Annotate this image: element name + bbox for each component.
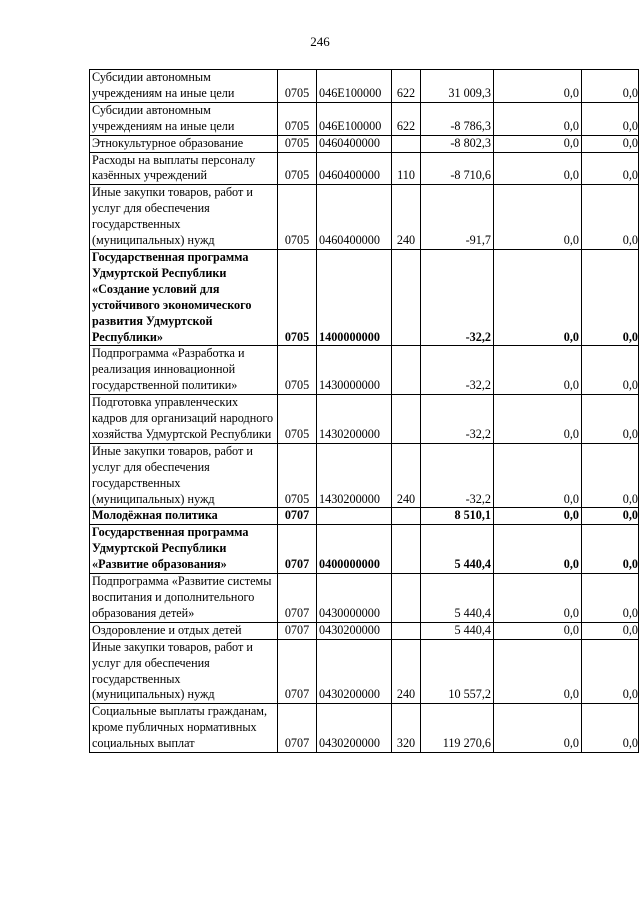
row-target-article: 0460400000 (317, 185, 392, 250)
row-expense-type (392, 525, 421, 574)
row-expense-type (392, 249, 421, 345)
row-section-code: 0705 (278, 185, 317, 250)
row-name-text: Иные закупки товаров, работ и услуг для обеспечения государственных (муниципальных) нужд (92, 185, 253, 248)
row-section-code: 0707 (278, 639, 317, 704)
row-name-text: Подготовка управленческих кадров для организаций народного хозяйства Удмуртской Республики (92, 395, 274, 441)
row-section-code: 0707 (278, 622, 317, 639)
row-section-code: 0707 (278, 704, 317, 753)
row-amount-3: 0,0 (582, 574, 639, 623)
row-name-text: Иные закупки товаров, работ и услуг для обеспечения государственных (муниципальных) нужд (92, 639, 253, 702)
table-row (90, 185, 639, 250)
row-amount-2: 0,0 (494, 443, 582, 508)
row-name (90, 704, 278, 753)
row-section-code: 0705 (278, 70, 317, 103)
row-name (90, 152, 278, 185)
row-amount-1: 5 440,4 (421, 525, 494, 574)
row-amount-2: 0,0 (494, 622, 582, 639)
row-expense-type (392, 622, 421, 639)
row-name (90, 525, 278, 574)
row-amount-1: -8 710,6 (421, 152, 494, 185)
row-expense-type (392, 135, 421, 152)
row-name (90, 102, 278, 135)
row-target-article: 0460400000 (317, 135, 392, 152)
row-amount-1: 31 009,3 (421, 70, 494, 103)
row-expense-type: 622 (392, 102, 421, 135)
row-amount-2: 0,0 (494, 704, 582, 753)
row-section-code: 0707 (278, 508, 317, 525)
row-name-text: Социальные выплаты гражданам, кроме публичных нормативных социальных выплат (92, 704, 268, 751)
row-amount-2: 0,0 (494, 70, 582, 103)
row-name (90, 135, 278, 152)
row-name-text: Этнокультурное образование (92, 135, 244, 150)
row-expense-type: 320 (392, 704, 421, 753)
row-amount-2: 0,0 (494, 639, 582, 704)
row-name-text: Субсидии автономным учреждениям на иные цели (92, 70, 235, 100)
row-target-article: 1430200000 (317, 395, 392, 444)
row-amount-1: -32,2 (421, 395, 494, 444)
table-row (90, 152, 639, 185)
row-target-article: 0430200000 (317, 704, 392, 753)
row-expense-type: 622 (392, 70, 421, 103)
row-name (90, 249, 278, 345)
row-name-text: Субсидии автономным учреждениям на иные цели (92, 102, 235, 133)
table-row (90, 395, 639, 444)
row-target-article: 0430000000 (317, 574, 392, 623)
table-row (90, 249, 639, 345)
row-amount-1: -8 786,3 (421, 102, 494, 135)
row-amount-3: 0,0 (582, 185, 639, 250)
row-target-article: 046E100000 (317, 70, 392, 103)
row-amount-2: 0,0 (494, 152, 582, 185)
row-section-code: 0705 (278, 443, 317, 508)
row-name (90, 622, 278, 639)
row-expense-type (392, 346, 421, 395)
table-row (90, 508, 639, 525)
row-name-text: Иные закупки товаров, работ и услуг для обеспечения государственных (муниципальных) нужд (92, 443, 253, 506)
budget-table (89, 69, 639, 753)
table-row (90, 525, 639, 574)
row-amount-3: 0,0 (582, 525, 639, 574)
row-name-text: Молодёжная политика (92, 508, 218, 523)
row-amount-3: 0,0 (582, 395, 639, 444)
row-target-article: 1430000000 (317, 346, 392, 395)
page-number: 246 (310, 34, 330, 49)
table-row (90, 639, 639, 704)
table-row (90, 622, 639, 639)
row-name-text: Государственная программа Удмуртской Республики «Создание условий для устойчивого экономического развития Удмуртской Республики» (92, 249, 252, 344)
row-name (90, 443, 278, 508)
table-row (90, 443, 639, 508)
row-name (90, 185, 278, 250)
row-amount-3: 0,0 (582, 508, 639, 525)
row-section-code: 0707 (278, 574, 317, 623)
row-amount-2: 0,0 (494, 508, 582, 525)
row-section-code: 0705 (278, 249, 317, 345)
row-amount-2: 0,0 (494, 346, 582, 395)
row-name (90, 346, 278, 395)
row-section-code: 0705 (278, 102, 317, 135)
row-target-article: 0430200000 (317, 639, 392, 704)
row-name (90, 395, 278, 444)
row-target-article: 0430200000 (317, 622, 392, 639)
row-target-article: 046E100000 (317, 102, 392, 135)
table-row (90, 135, 639, 152)
row-amount-1: 5 440,4 (421, 622, 494, 639)
row-expense-type: 240 (392, 443, 421, 508)
row-name (90, 508, 278, 525)
row-amount-2: 0,0 (494, 249, 582, 345)
row-amount-3: 0,0 (582, 704, 639, 753)
row-name (90, 639, 278, 704)
row-target-article: 0460400000 (317, 152, 392, 185)
row-amount-3: 0,0 (582, 70, 639, 103)
row-amount-2: 0,0 (494, 135, 582, 152)
row-name (90, 70, 278, 103)
row-amount-2: 0,0 (494, 185, 582, 250)
row-amount-2: 0,0 (494, 525, 582, 574)
row-expense-type: 240 (392, 639, 421, 704)
row-amount-1: -8 802,3 (421, 135, 494, 152)
table-row (90, 70, 639, 103)
row-section-code: 0705 (278, 346, 317, 395)
budget-table-body (90, 70, 639, 753)
row-section-code: 0705 (278, 395, 317, 444)
row-amount-3: 0,0 (582, 135, 639, 152)
row-name-text: Подпрограмма «Развитие системы воспитания и дополнительного образования детей» (92, 574, 272, 620)
row-target-article: 1430200000 (317, 443, 392, 508)
row-amount-1: -32,2 (421, 346, 494, 395)
row-amount-3: 0,0 (582, 102, 639, 135)
row-amount-1: 10 557,2 (421, 639, 494, 704)
table-row (90, 704, 639, 753)
row-name-text: Расходы на выплаты персоналу казённых учреждений (92, 152, 256, 183)
row-amount-3: 0,0 (582, 443, 639, 508)
row-amount-3: 0,0 (582, 152, 639, 185)
row-target-article (317, 508, 392, 525)
row-amount-2: 0,0 (494, 102, 582, 135)
row-section-code: 0705 (278, 135, 317, 152)
row-target-article: 0400000000 (317, 525, 392, 574)
row-expense-type (392, 574, 421, 623)
row-amount-1: 8 510,1 (421, 508, 494, 525)
row-amount-1: -91,7 (421, 185, 494, 250)
row-expense-type: 110 (392, 152, 421, 185)
row-amount-1: 5 440,4 (421, 574, 494, 623)
table-row (90, 346, 639, 395)
row-section-code: 0705 (278, 152, 317, 185)
row-amount-1: -32,2 (421, 249, 494, 345)
row-name-text: Оздоровление и отдых детей (92, 622, 242, 637)
row-amount-2: 0,0 (494, 574, 582, 623)
row-expense-type: 240 (392, 185, 421, 250)
row-amount-3: 0,0 (582, 249, 639, 345)
table-row (90, 102, 639, 135)
row-section-code: 0707 (278, 525, 317, 574)
row-amount-3: 0,0 (582, 622, 639, 639)
row-amount-3: 0,0 (582, 639, 639, 704)
row-target-article: 1400000000 (317, 249, 392, 345)
row-expense-type (392, 508, 421, 525)
row-expense-type (392, 395, 421, 444)
row-name (90, 574, 278, 623)
row-name-text: Подпрограмма «Разработка и реализация инновационной государственной политики» (92, 346, 245, 393)
row-name-text: Государственная программа Удмуртской Республики «Развитие образования» (92, 525, 249, 572)
row-amount-2: 0,0 (494, 395, 582, 444)
row-amount-1: -32,2 (421, 443, 494, 508)
row-amount-3: 0,0 (582, 346, 639, 395)
row-amount-1: 119 270,6 (421, 704, 494, 753)
table-row (90, 574, 639, 623)
